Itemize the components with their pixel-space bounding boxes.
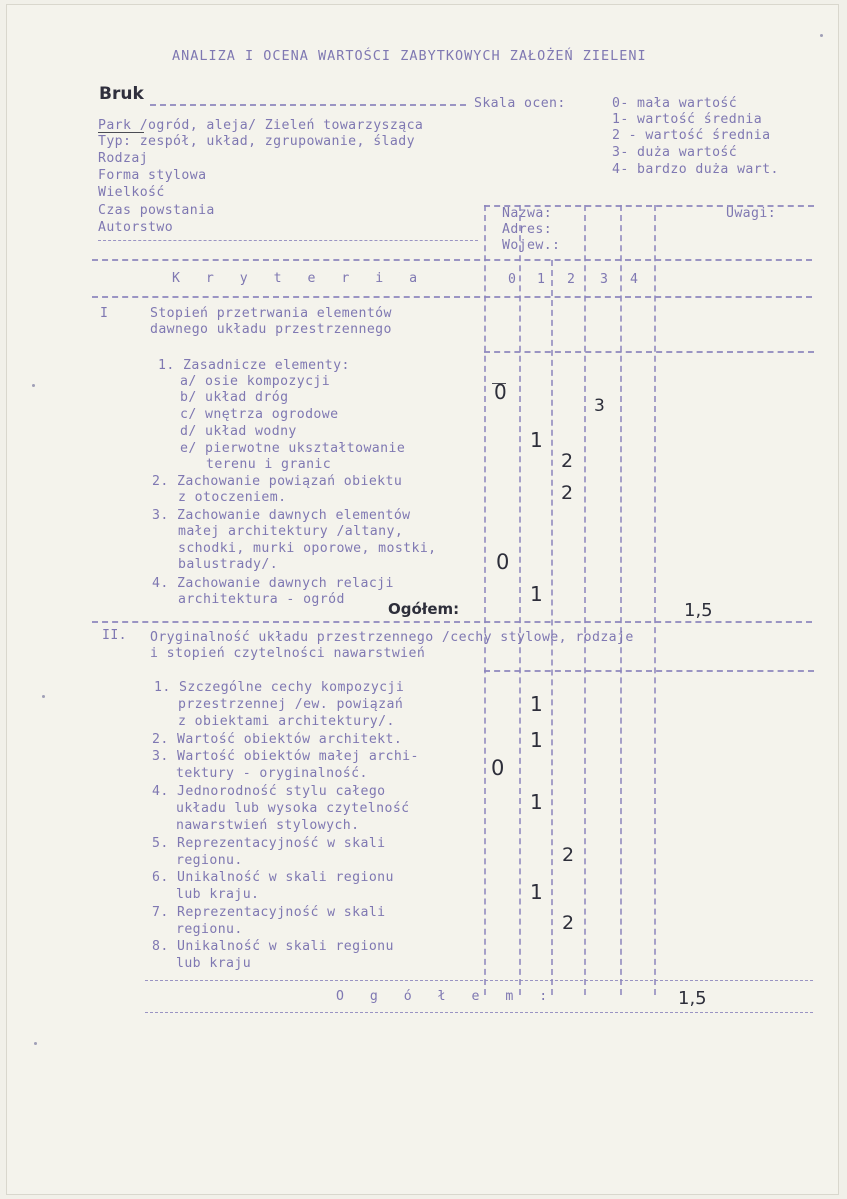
s1-item-4: 4. Zachowanie dawnych relacji xyxy=(152,576,394,591)
s1-score-a-bar xyxy=(492,383,506,384)
s1-item-3-cont1: małej architektury /altany, xyxy=(178,524,404,539)
s2-item-3: 3. Wartość obiektów małej archi- xyxy=(152,749,419,764)
s2-score-d: 1 xyxy=(530,790,543,814)
col-line-a xyxy=(484,205,486,995)
s2-score-b: 1 xyxy=(530,728,543,752)
col-line-f xyxy=(654,205,656,995)
section2-subseparator xyxy=(484,670,814,672)
score-col-1: 1 xyxy=(537,272,546,287)
box-label-adres: Adres: xyxy=(502,222,553,237)
s2-score-f: 1 xyxy=(530,880,543,904)
s1-item-3-cont2: schodki, murki oporowe, mostki, xyxy=(178,541,437,556)
s1-total: 1,5 xyxy=(684,600,713,621)
section2-title-2: i stopień czytelności nawarstwień xyxy=(150,646,426,661)
section2-end-separator xyxy=(145,1012,813,1013)
s1-score-c: 1 xyxy=(530,428,543,452)
name-dash-line xyxy=(150,104,466,106)
col-line-e xyxy=(620,205,622,995)
s2-item-6: 6. Unikalność w skali regionu xyxy=(152,870,394,885)
meta-line-wielkosc: Wielkość xyxy=(98,185,165,200)
col-line-b xyxy=(519,205,521,995)
section1-title-2: dawnego układu przestrzennego xyxy=(150,322,392,337)
s1-score-e: 2 xyxy=(561,482,574,504)
criteria-separator xyxy=(92,296,812,298)
box-label-nazwa: Nazwa: xyxy=(502,206,553,221)
s2-score-c: 0 xyxy=(491,756,505,780)
scale-item-1: 1- wartość średnia xyxy=(612,112,763,127)
s1-item-1b: b/ układ dróg xyxy=(180,390,289,405)
s2-item-3-cont: tektury - oryginalność. xyxy=(176,766,368,781)
s1-item-1e-cont: terenu i granic xyxy=(206,457,332,472)
s1-score-a: 0 xyxy=(494,380,507,404)
s1-score-g: 1 xyxy=(530,582,543,606)
s1-item-3-cont3: balustrady/. xyxy=(178,557,279,572)
s1-item-1: 1. Zasadnicze elementy: xyxy=(158,358,350,373)
s1-score-d: 2 xyxy=(561,450,574,472)
score-col-0: 0 xyxy=(508,272,517,287)
scale-item-0: 0- mała wartość xyxy=(612,96,738,111)
meta-line-rodzaj: Rodzaj xyxy=(98,151,149,166)
s1-item-1c: c/ wnętrza ogrodowe xyxy=(180,407,339,422)
section2-number: II. xyxy=(102,628,128,643)
s2-ogolem-label: O g ó ł e m : xyxy=(336,989,557,1004)
scale-label: Skala ocen: xyxy=(474,96,566,111)
section1-subseparator xyxy=(484,351,814,353)
s2-item-8: 8. Unikalność w skali regionu xyxy=(152,939,394,954)
meta-line-park: Park /ogród, aleja/ Zieleń towarzysząca xyxy=(98,118,424,133)
section2-title-1: Oryginalność układu przestrzennego /cechy stylowe, rodzaje xyxy=(150,630,634,645)
s1-item-3: 3. Zachowanie dawnych elementów xyxy=(152,508,411,523)
park-underline xyxy=(98,132,144,133)
s2-item-8-cont: lub kraju xyxy=(176,956,252,971)
s2-score-g: 2 xyxy=(562,912,575,934)
scale-item-2: 2 - wartość średnia xyxy=(612,128,771,143)
score-col-3: 3 xyxy=(600,272,609,287)
section1-title-1: Stopień przetrwania elementów xyxy=(150,306,392,321)
section2-total-separator xyxy=(145,980,813,981)
s1-item-1a: a/ osie kompozycji xyxy=(180,374,331,389)
score-col-4: 4 xyxy=(630,272,639,287)
s2-item-4: 4. Jednorodność stylu całego xyxy=(152,784,386,799)
s2-item-6-cont: lub kraju. xyxy=(176,887,260,902)
s1-item-4-cont: architektura - ogród xyxy=(178,592,345,607)
handwritten-name: Bruk xyxy=(99,84,144,104)
scan-dot xyxy=(42,695,45,698)
document-title: ANALIZA I OCENA WARTOŚCI ZABYTKOWYCH ZAŁOŻEŃ ZIELENI xyxy=(172,48,647,64)
scan-dot xyxy=(820,34,823,37)
s2-item-7-cont: regionu. xyxy=(176,922,243,937)
s1-score-b: 3 xyxy=(594,396,605,416)
scale-item-4: 4- bardzo duża wart. xyxy=(612,162,779,177)
s2-score-a: 1 xyxy=(530,692,543,716)
meta-line-forma: Forma stylowa xyxy=(98,168,207,183)
score-col-2: 2 xyxy=(567,272,576,287)
s2-item-7: 7. Reprezentacyjność w skali xyxy=(152,905,386,920)
criteria-header: K r y t e r i a xyxy=(172,271,427,286)
box-label-wojew: Wojew.: xyxy=(502,238,561,253)
s2-item-4-cont1: układu lub wysoka czytelność xyxy=(176,801,410,816)
s2-score-e: 2 xyxy=(562,844,575,866)
s2-item-5-cont: regionu. xyxy=(176,853,243,868)
uwagi-label: Uwagi: xyxy=(726,206,777,221)
s1-item-2: 2. Zachowanie powiązań obiektu xyxy=(152,474,403,489)
s2-item-1-cont2: z obiektami architektury/. xyxy=(178,714,395,729)
meta-line-typ: Typ: zespół, układ, zgrupowanie, ślady xyxy=(98,134,415,149)
s2-total: 1,5 xyxy=(678,988,707,1009)
s2-item-1: 1. Szczególne cechy kompozycji xyxy=(154,680,405,695)
header-separator xyxy=(92,259,812,261)
s2-item-2: 2. Wartość obiektów architekt. xyxy=(152,732,403,747)
col-line-d xyxy=(584,205,586,995)
scan-dot xyxy=(34,1042,37,1045)
meta-line-autorstwo: Autorstwo xyxy=(98,220,174,235)
s2-item-4-cont2: nawarstwień stylowych. xyxy=(176,818,360,833)
meta-line-czas: Czas powstania xyxy=(98,203,215,218)
s1-item-1e: e/ pierwotne ukształtowanie xyxy=(180,441,406,456)
s2-item-1-cont1: przestrzennej /ew. powiązań xyxy=(178,697,404,712)
section1-end-separator xyxy=(92,621,812,623)
s1-item-1d: d/ układ wodny xyxy=(180,424,297,439)
col-line-c xyxy=(551,260,553,995)
s1-ogolem-label: Ogółem: xyxy=(388,600,460,618)
s1-item-2-cont: z otoczeniem. xyxy=(178,490,287,505)
section1-number: I xyxy=(100,306,109,321)
scan-dot xyxy=(32,384,35,387)
s2-item-5: 5. Reprezentacyjność w skali xyxy=(152,836,386,851)
s1-score-f: 0 xyxy=(496,550,510,574)
autorstwo-dash-line xyxy=(98,240,478,241)
scale-item-3: 3- duża wartość xyxy=(612,145,738,160)
